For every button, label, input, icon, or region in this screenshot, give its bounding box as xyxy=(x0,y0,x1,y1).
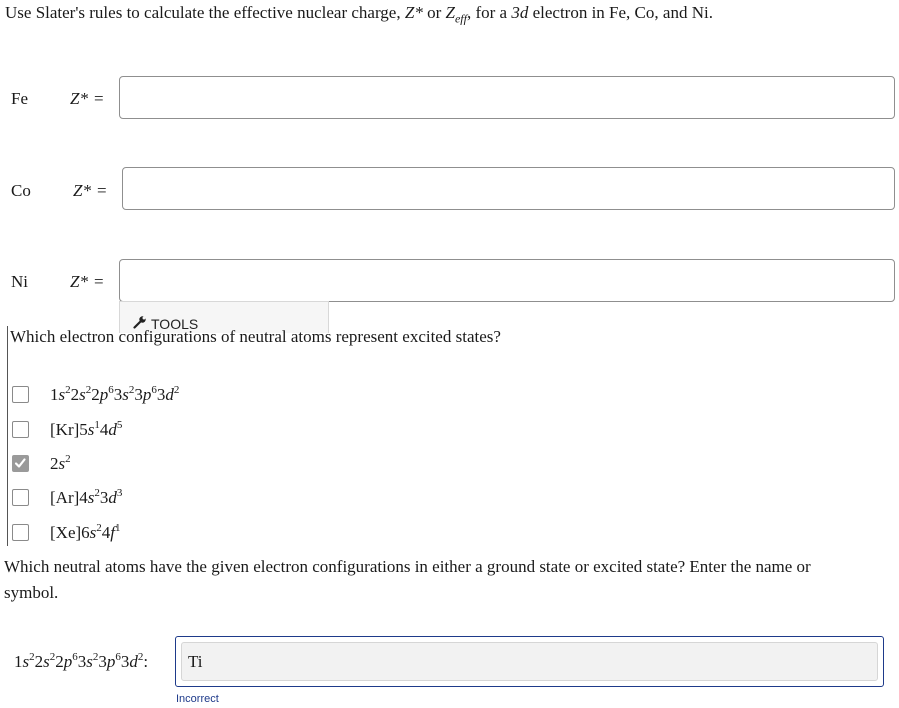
element-label-co: Co xyxy=(11,181,31,200)
question-2-text: Which electron configurations of neutral atoms represent excited states? xyxy=(10,327,501,346)
option-checkbox-5[interactable] xyxy=(12,524,29,541)
zstar-label-ni: Z* = xyxy=(70,272,104,291)
option-label-2: $[Kr]5s^14d^5$ xyxy=(50,419,123,439)
option-checkbox-1[interactable] xyxy=(12,386,29,403)
question-1-text: Use Slater's rules to calculate the effective nuclear charge, Z* or $Z_{eff}$, for a 3d electron in Fe, Co, and Ni. xyxy=(5,3,713,26)
final-answer-input[interactable] xyxy=(175,636,884,687)
zstar-label-co: Z* = xyxy=(73,181,107,200)
zstar-input-ni[interactable] xyxy=(119,259,895,302)
question-3-text: Which neutral atoms have the given electron configurations in either a ground state or excited state? Enter the name or symbol. xyxy=(4,557,811,602)
option-label-4: $[Ar]4s^23d^3$ xyxy=(50,487,123,507)
element-label-ni: Ni xyxy=(11,272,28,291)
checkmark-icon xyxy=(13,456,27,470)
zstar-label-fe: Z* = xyxy=(70,89,104,108)
option-checkbox-3[interactable] xyxy=(12,455,29,472)
feedback-incorrect: Incorrect xyxy=(176,693,219,705)
tools-label: TOOLS xyxy=(151,315,199,332)
element-label-fe: Fe xyxy=(11,89,28,108)
section-divider xyxy=(7,326,8,546)
option-label-3: $2s^2$ xyxy=(50,453,71,473)
option-label-5: $[Xe]6s^24f^1$ xyxy=(50,522,121,542)
zeff-symbol: $Z_{eff}$ xyxy=(445,3,467,26)
option-checkbox-4[interactable] xyxy=(12,489,29,506)
final-config-label: $1s^22s^22p^63s^23p^63d^2$: xyxy=(14,651,149,671)
zstar-symbol: Z* xyxy=(404,3,423,22)
zstar-input-fe[interactable] xyxy=(119,76,895,119)
option-checkbox-2[interactable] xyxy=(12,421,29,438)
final-answer-value[interactable]: Ti xyxy=(181,642,878,681)
zstar-input-co[interactable] xyxy=(122,167,895,210)
option-label-1: $1s^22s^22p^63s^23p^63d^2$ xyxy=(50,384,180,404)
